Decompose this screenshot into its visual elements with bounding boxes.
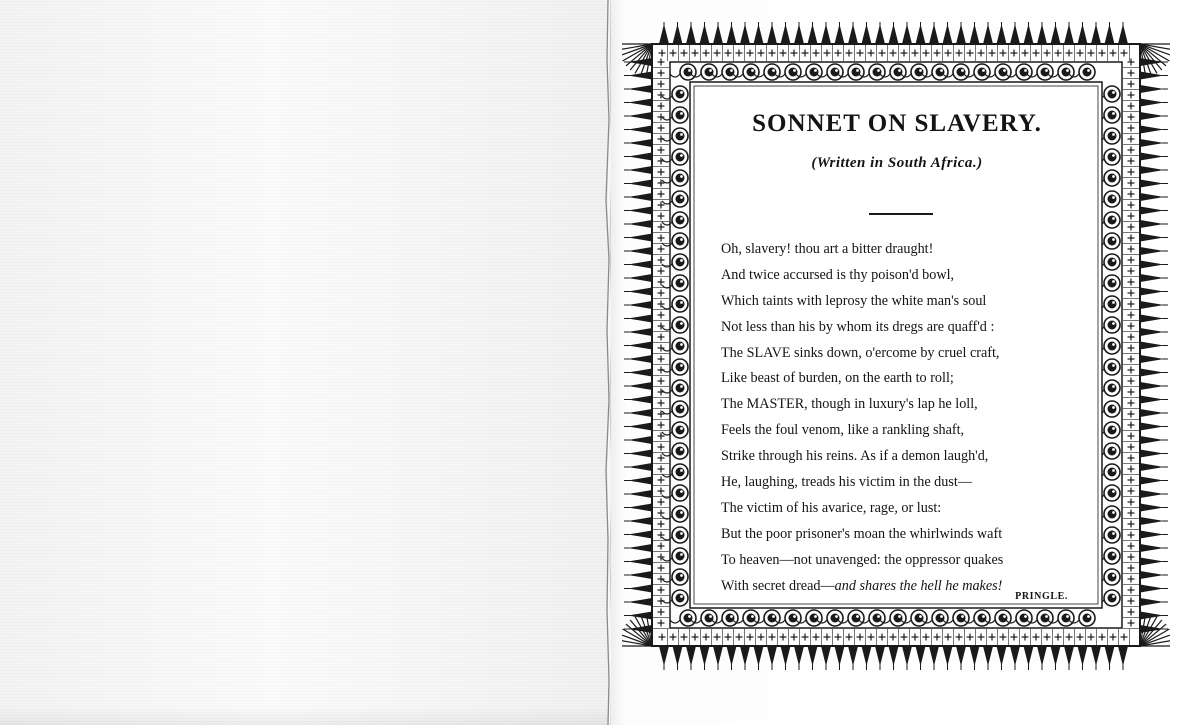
poem-author: PRINGLE. [1015, 591, 1068, 602]
poem-line: Which taints with leprosy the white man's soul [721, 292, 987, 309]
spike-fringe-right [1140, 58, 1168, 633]
title-divider [869, 213, 933, 215]
spike-fringe-bottom [659, 646, 1128, 670]
poem-subtitle: (Written in South Africa.) [811, 155, 983, 171]
poem-line: Not less than his by whom its dregs are quaff'd : [721, 318, 995, 335]
poem-line: Like beast of burden, on the earth to roll; [721, 370, 954, 387]
sonnet-text-panel [692, 92, 1102, 602]
poem-title: SONNET ON SLAVERY. [752, 110, 1042, 137]
poem-line: Oh, slavery! thou art a bitter draught! [721, 241, 934, 257]
poem-line: The SLAVE sinks down, o'ercome by cruel craft, [721, 344, 1000, 361]
poem-body [721, 237, 1081, 599]
poem-line: But the poor prisoner's moan the whirlwinds waft [721, 525, 1003, 542]
poem-line: With secret dread—and shares the hell he makes! [721, 577, 1003, 594]
sonnet-plate [622, 20, 1170, 672]
poem-line: The MASTER, though in luxury's lap he loll, [721, 396, 978, 413]
poem-line: Strike through his reins. As if a demon laugh'd, [721, 448, 989, 465]
poem-line: To heaven—not unavenged: the oppressor quakes [721, 551, 1004, 568]
spike-fringe-top [659, 22, 1128, 44]
poem-line: And twice accursed is thy poison'd bowl, [721, 266, 955, 283]
poem-line: He, laughing, treads his victim in the dust— [721, 474, 973, 491]
spike-fringe-left [624, 58, 652, 633]
poem-line: Feels the foul venom, like a rankling shaft, [721, 422, 965, 439]
poem-line: The victim of his avarice, rage, or lust: [721, 499, 942, 516]
